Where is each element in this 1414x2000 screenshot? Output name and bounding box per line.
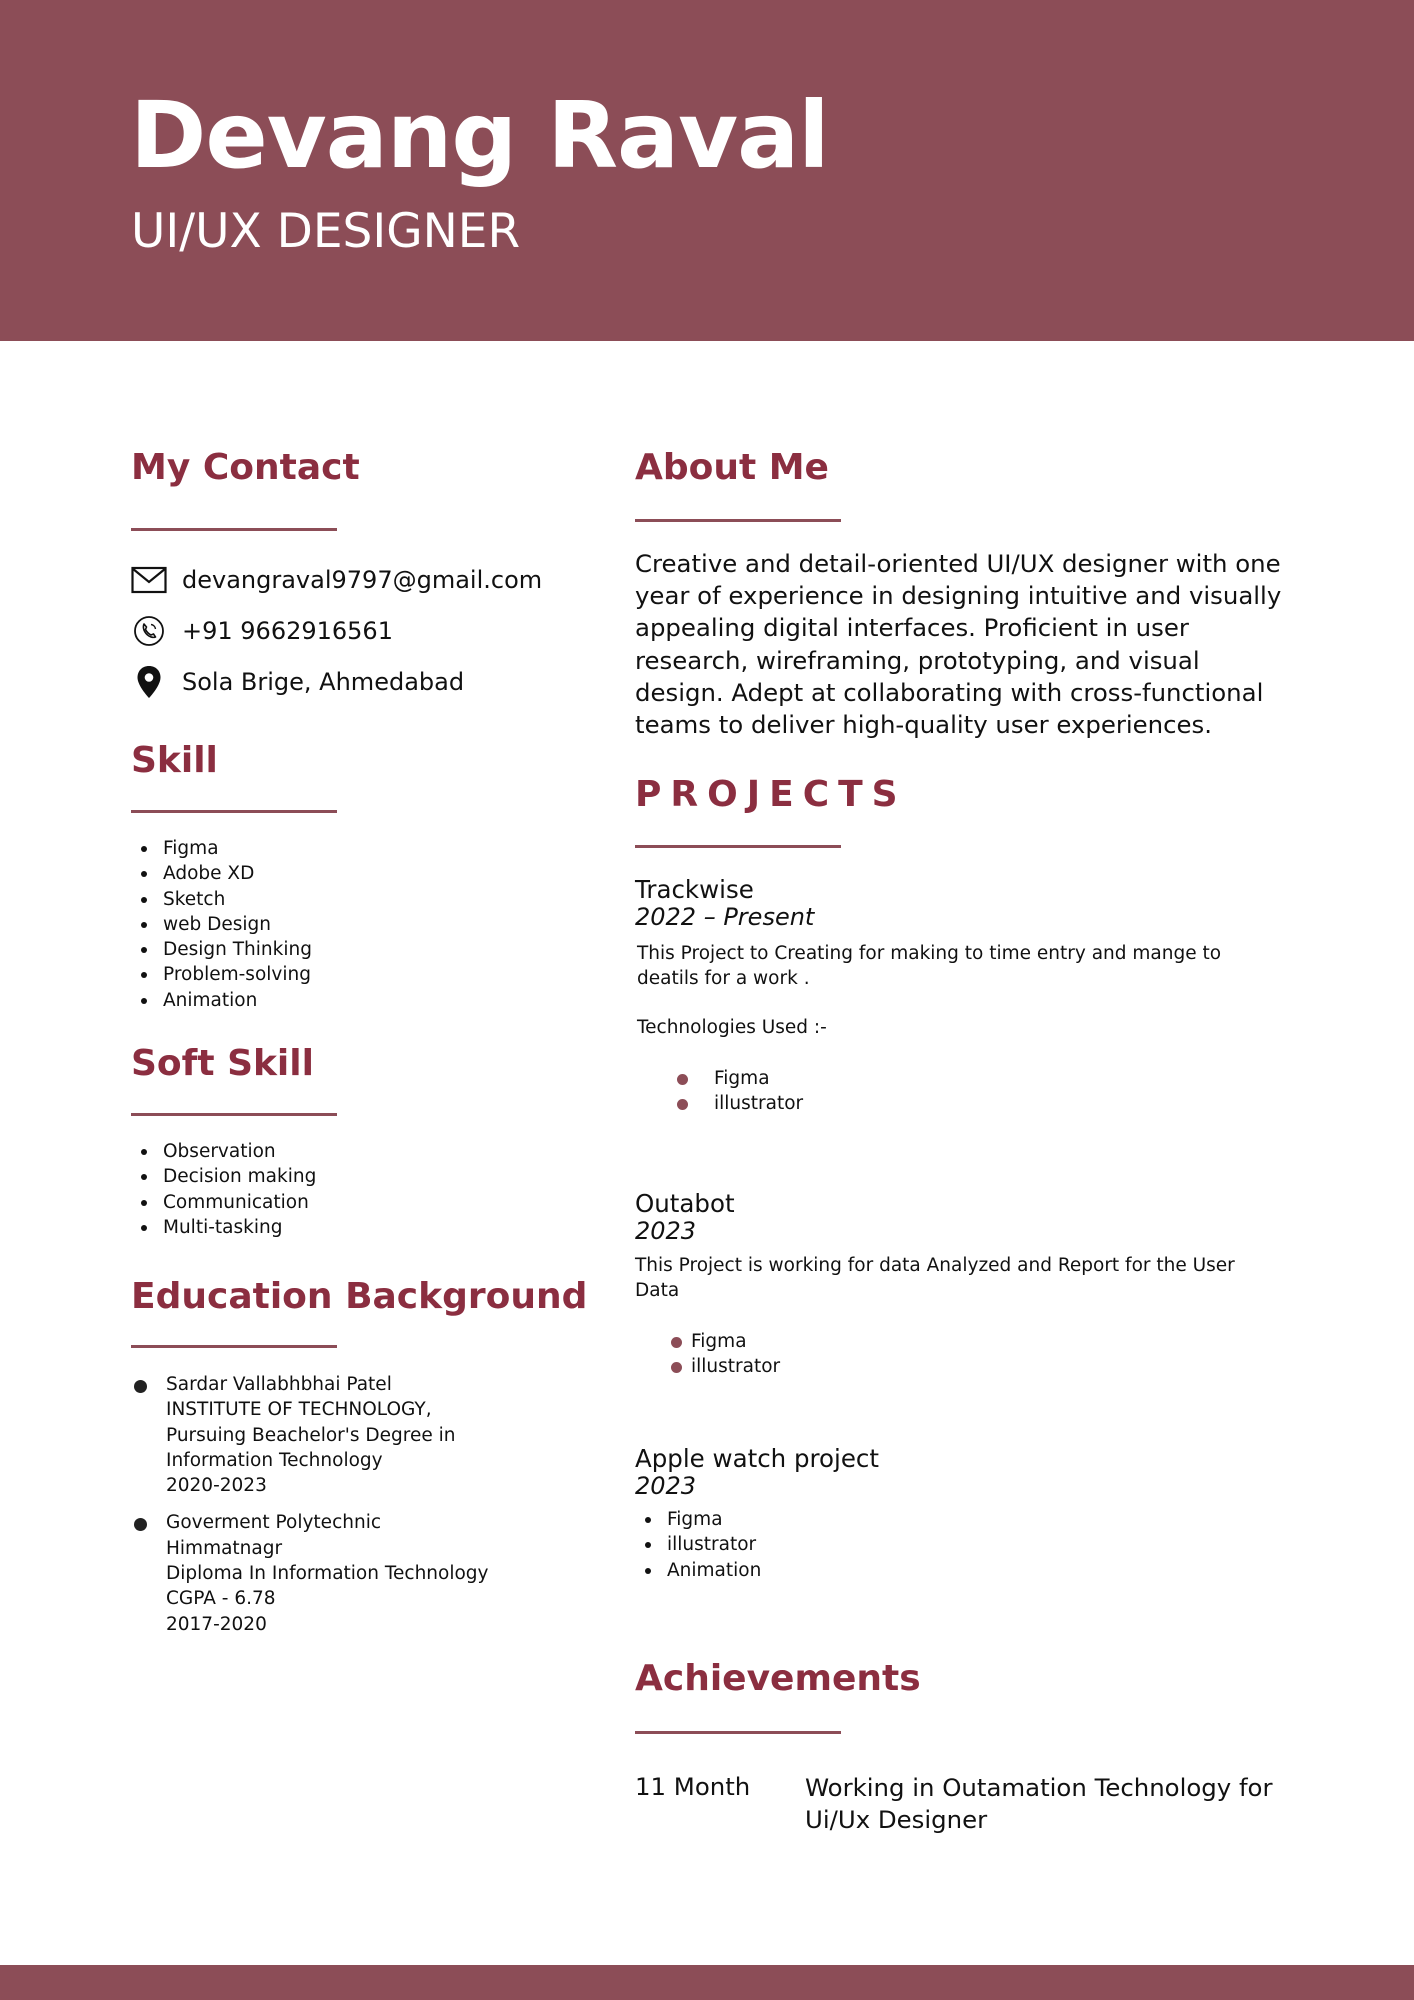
project-date: 2023 [635, 1217, 697, 1245]
list-item: Observation [131, 1139, 316, 1164]
education-line: 2017-2020 [166, 1613, 267, 1635]
about-divider [635, 519, 841, 522]
list-item: Adobe XD [131, 861, 312, 886]
achievements-heading: Achievements [635, 1658, 921, 1699]
education-heading: Education Background [131, 1276, 588, 1317]
list-item: Problem-solving [131, 962, 312, 987]
project-tech-list [671, 1329, 780, 1380]
about-text: Creative and detail-oriented UI/UX designer with one year of experience in designing intuitive and visually appealing digital interfaces. Proficient in user research, wireframing, prototyping, and visual design. Adept at collaborating with cross-functional teams to deliver high-quality user experiences. [635, 549, 1282, 740]
soft-skill-heading: Soft Skill [131, 1043, 314, 1084]
education-line: Pursuing Beachelor's Degree in [166, 1424, 456, 1446]
project-description: This Project to Creating for making to time entry and mange to deatils for a work . [637, 943, 1222, 990]
list-item: web Design [131, 912, 312, 937]
list-item: illustrator [635, 1532, 761, 1557]
list-item: Figma [635, 1507, 761, 1532]
project-title: Apple watch project [635, 1444, 880, 1473]
project-description: This Project is working for data Analyzed and Report for the User Data [635, 1255, 1235, 1302]
list-item: Figma [131, 836, 312, 861]
project-title: Outabot [635, 1189, 735, 1218]
education-line: Himmatnagr [166, 1537, 283, 1559]
contact-location [131, 664, 464, 700]
soft-skill-list [131, 1139, 316, 1240]
education-line: 2020-2023 [166, 1475, 267, 1497]
achievement-description: Working in Outamation Technology for Ui/Ux Designer [805, 1773, 1273, 1834]
footer-band [0, 1965, 1414, 2000]
education-line: CGPA - 6.78 [166, 1588, 276, 1610]
list-item: Multi-tasking [131, 1215, 316, 1240]
list-item: Figma [684, 1066, 803, 1091]
list-item: Decision making [131, 1164, 316, 1189]
location-pin-icon [131, 664, 167, 700]
envelope-icon [131, 562, 167, 598]
projects-heading: PROJECTS [635, 774, 907, 815]
achievement-duration: 11 Month [635, 1772, 751, 1801]
education-entry [131, 1510, 489, 1636]
soft-skill-divider [131, 1113, 337, 1116]
education-line: Goverment Polytechnic [166, 1512, 381, 1534]
project-date: 2023 [635, 1472, 697, 1500]
education-line: Diploma In Information Technology [166, 1563, 489, 1585]
list-item: Communication [131, 1190, 316, 1215]
education-line: Sardar Vallabhbhai Patel [166, 1374, 392, 1395]
skill-divider [131, 810, 337, 813]
project-date: 2022 – Present [635, 903, 815, 931]
skill-heading: Skill [131, 740, 218, 781]
phone-icon [131, 613, 167, 649]
list-item: Sketch [131, 887, 312, 912]
education-line: INSTITUTE OF TECHNOLOGY, [166, 1399, 432, 1421]
skill-list [131, 836, 312, 1013]
contact-email [131, 562, 542, 598]
list-item: Figma [671, 1329, 780, 1354]
list-item: Design Thinking [131, 937, 312, 962]
list-item: illustrator [684, 1091, 803, 1116]
list-item: Animation [635, 1558, 761, 1583]
email-text[interactable]: devangraval9797@gmail.com [182, 566, 543, 594]
contact-phone [131, 613, 393, 649]
candidate-name: Devang Raval [130, 82, 829, 189]
project-tech-list [635, 1507, 761, 1583]
education-entry [131, 1372, 489, 1498]
tech-label: Technologies Used :- [637, 1017, 827, 1038]
education-line: Information Technology [166, 1449, 383, 1471]
list-item: illustrator [671, 1354, 780, 1379]
project-tech-list [684, 1066, 803, 1117]
achievements-divider [635, 1731, 841, 1734]
header-banner [0, 0, 1414, 341]
contact-heading: My Contact [131, 447, 360, 488]
location-text: Sola Brige, Ahmedabad [182, 668, 465, 696]
contact-divider [131, 528, 337, 531]
phone-text[interactable]: +91 9662916561 [182, 617, 393, 645]
education-divider [131, 1345, 337, 1348]
bullet-dot [134, 1380, 147, 1393]
about-heading: About Me [635, 447, 829, 488]
bullet-dot [134, 1518, 147, 1531]
candidate-role: UI/UX DESIGNER [131, 204, 521, 259]
project-title: Trackwise [635, 875, 754, 904]
list-item: Animation [131, 988, 312, 1013]
education-list [131, 1372, 489, 1649]
projects-divider [635, 845, 841, 848]
